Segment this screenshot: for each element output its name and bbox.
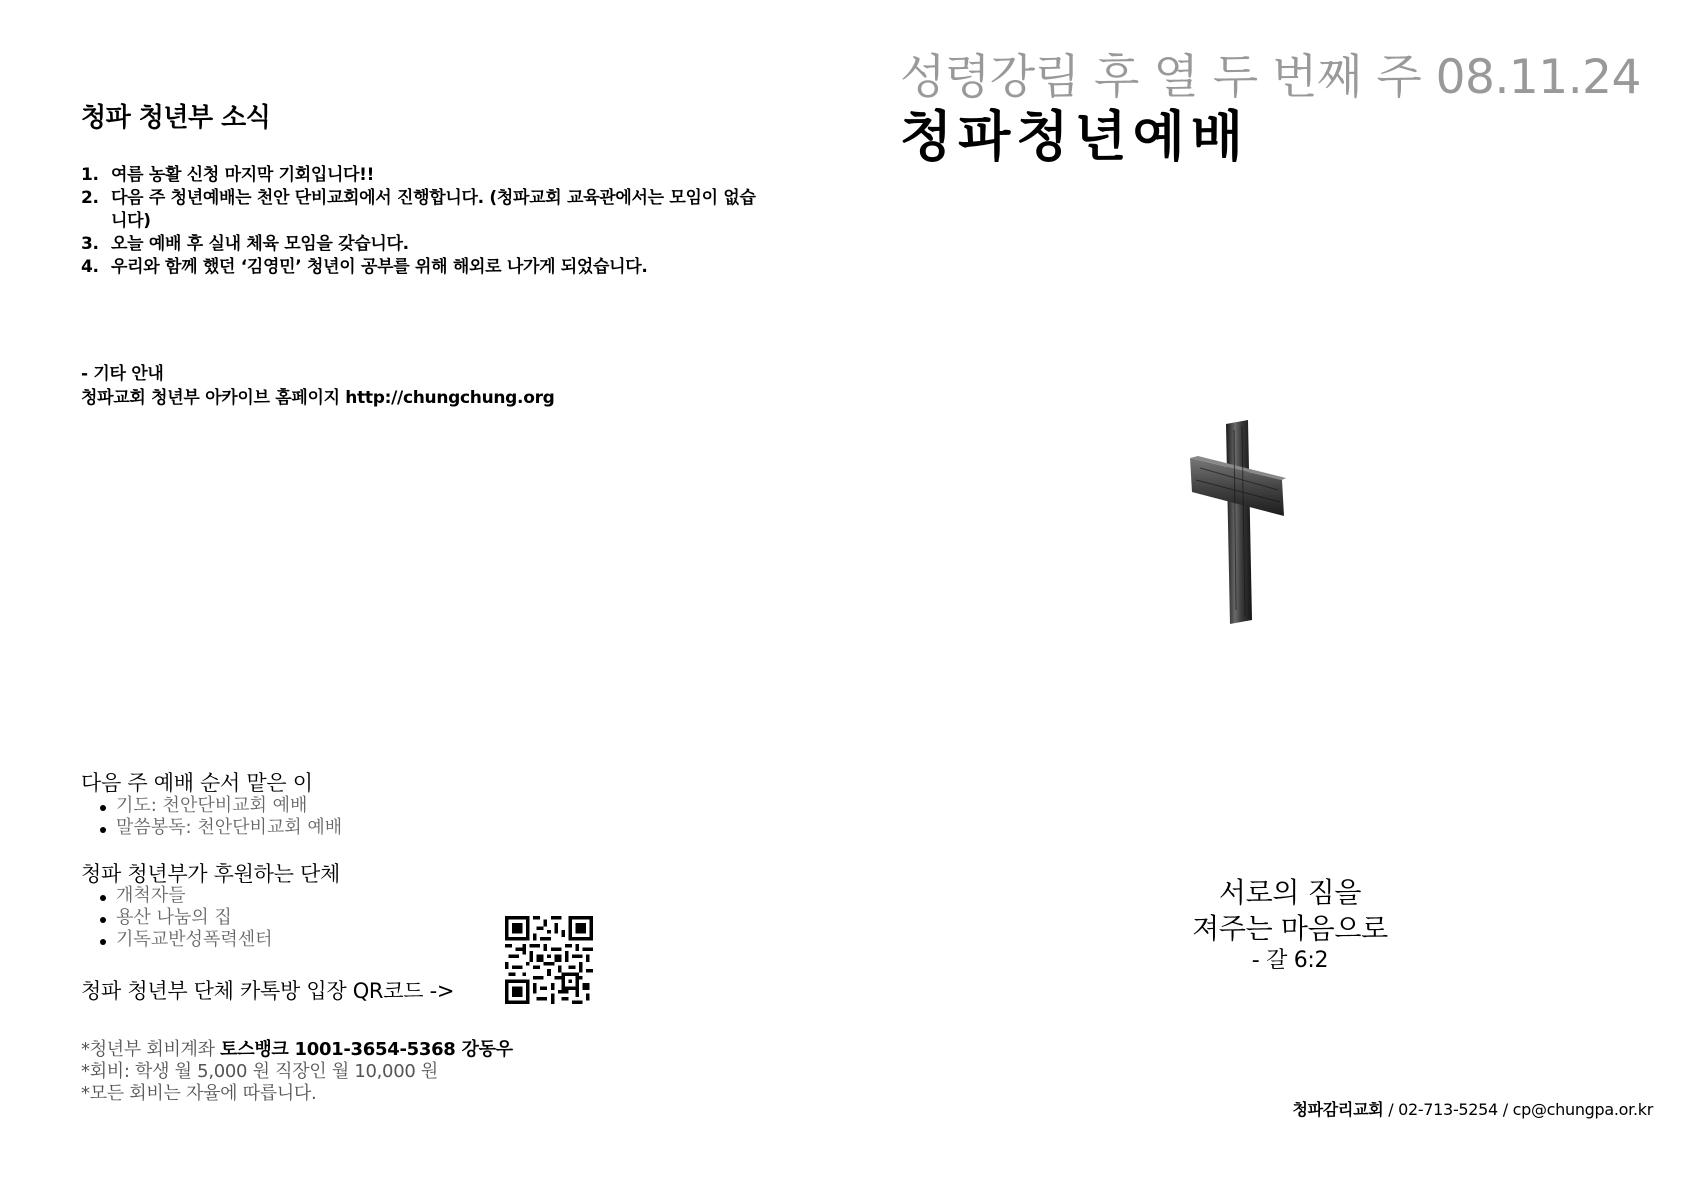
dues-fee: *회비: 학생 월 5,000 원 직장인 월 10,000 원 — [81, 1061, 439, 1082]
wooden-cross-image — [1190, 420, 1286, 624]
church-contact — [1292, 1097, 1653, 1120]
news-item: 1. 여름 농활 신청 마지막 기회입니다!! — [81, 165, 375, 185]
dues-account: *청년부 회비계좌 토스뱅크 1001-3654-5368 강동우 — [81, 1039, 513, 1060]
verse-reference: - 갈 6:2 — [1251, 948, 1329, 973]
news-item: 4. 우리와 함께 했던 ‘김영민’ 청년이 공부를 위해 해외로 나가게 되었습니다. — [81, 257, 648, 277]
verse-line: 져주는 마음으로 — [1192, 912, 1388, 945]
support-title: 청파 청년부가 후원하는 단체 — [81, 862, 340, 886]
next-week-title: 다음 주 예배 순서 맡은 이 — [81, 771, 313, 795]
news-item: 2. 다음 주 청년예배는 천안 단비교회에서 진행합니다. (청파교회 교육관에서는 모임이 없습니다) — [81, 188, 756, 231]
list-item: 기독교반성폭력센터 — [100, 929, 273, 951]
list-item: 말씀봉독: 천안단비교회 예배 — [100, 817, 342, 839]
next-week-list — [100, 795, 342, 839]
archive-link[interactable]: 청파교회 청년부 아카이브 홈페이지 http://chungchung.org — [81, 388, 555, 408]
contact-info: / 02-713-5254 / cp@chungpa.or.kr — [1383, 1100, 1653, 1119]
list-item: 기도: 천안단비교회 예배 — [100, 795, 342, 817]
qr-label: 청파 청년부 단체 카톡방 입장 QR코드 -> — [81, 979, 455, 1003]
week-heading: 성령강림 후 열 두 번째 주 08.11.24 — [900, 50, 1641, 105]
list-item: 개척자들 — [100, 885, 273, 907]
verse-line: 서로의 짐을 — [1218, 876, 1362, 909]
dues-note: *모든 회비는 자율에 따릅니다. — [81, 1083, 317, 1104]
verse-block — [1140, 875, 1440, 975]
other-info — [81, 362, 555, 410]
list-item: 용산 나눔의 집 — [100, 907, 273, 929]
other-info-title: - 기타 안내 — [81, 364, 164, 384]
church-name: 청파감리교회 — [1292, 1100, 1384, 1119]
qr-code-image[interactable] — [505, 916, 593, 1004]
support-list — [100, 885, 273, 951]
news-title: 청파 청년부 소식 — [81, 103, 271, 133]
news-item: 3. 오늘 예배 후 실내 체육 모임을 갖습니다. — [81, 234, 409, 254]
service-title: 청파청년예배 — [900, 105, 1249, 168]
dues-info — [81, 1039, 513, 1105]
news-list — [81, 164, 761, 279]
